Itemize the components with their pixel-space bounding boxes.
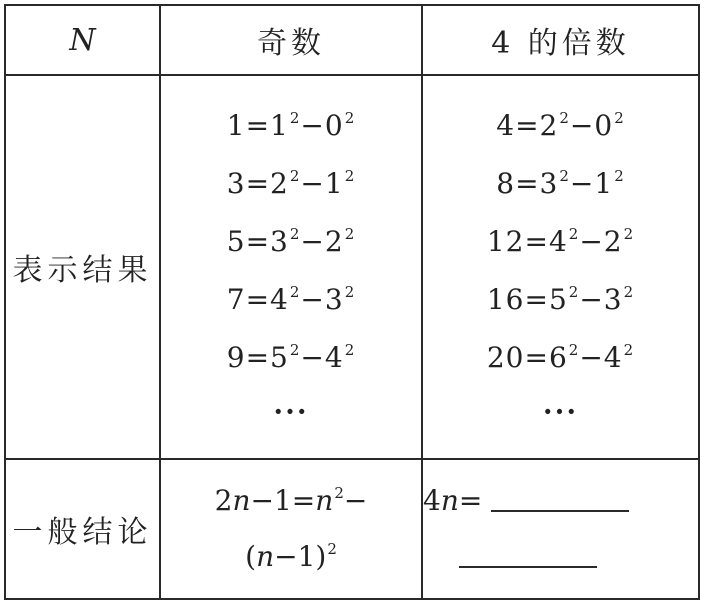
odd-equation: $9=5^2-4^2$: [226, 341, 356, 374]
mult4-equation: $12=4^2-2^2$: [486, 225, 635, 258]
mult4-results-cell: [422, 75, 699, 459]
odd-results-cell: [160, 75, 422, 459]
answer-blank-2[interactable]: [459, 542, 597, 568]
header-mult4-label: 4 的倍数: [491, 26, 630, 61]
conclusion-label: 一般结论: [12, 515, 153, 550]
answer-blank-1[interactable]: [491, 486, 629, 512]
odd-equation: $7=4^2-3^2$: [226, 283, 356, 316]
odd-equation: $5=3^2-2^2$: [226, 225, 356, 258]
odd-conclusion-line1: $2n-1=n^2-$: [214, 484, 368, 517]
conclusion-label-cell: [5, 459, 160, 599]
math-table: [4, 4, 700, 600]
mult4-equation: $4=2^2-0^2$: [496, 109, 625, 142]
mult4-ellipsis: ···: [542, 395, 579, 428]
mult4-conclusion: [423, 473, 698, 585]
mult4-equation: $8=3^2-1^2$: [496, 167, 625, 200]
odd-conclusion-cell: [160, 459, 422, 599]
mult4-equation: $16=5^2-3^2$: [486, 283, 635, 316]
mult4-conclusion-line1: 4n=: [423, 473, 698, 529]
conclusion-row: [5, 459, 699, 599]
mult4-conclusion-line2: [423, 529, 698, 585]
header-row: [5, 5, 699, 75]
odd-equation: $3=2^2-1^2$: [226, 167, 356, 200]
mult4-equation: $20=6^2-4^2$: [486, 341, 635, 374]
result-label-cell: [5, 75, 160, 459]
header-cell-n: [5, 5, 160, 75]
result-label: 表示结果: [12, 253, 153, 288]
header-cell-odd: [160, 5, 422, 75]
odd-equation-list: [161, 97, 421, 437]
header-n-label: N: [69, 22, 96, 58]
mult4-conclusion-cell: [422, 459, 699, 599]
odd-ellipsis: ···: [273, 395, 309, 428]
odd-equation: $1=1^2-0^2$: [226, 109, 356, 142]
odd-conclusion: [161, 473, 421, 585]
mult4-equation-list: [423, 97, 698, 437]
result-row: [5, 75, 699, 459]
header-cell-mult4: [422, 5, 699, 75]
header-odd-label: 奇数: [257, 26, 325, 61]
odd-conclusion-line2: $(n-1)^2$: [245, 540, 337, 573]
